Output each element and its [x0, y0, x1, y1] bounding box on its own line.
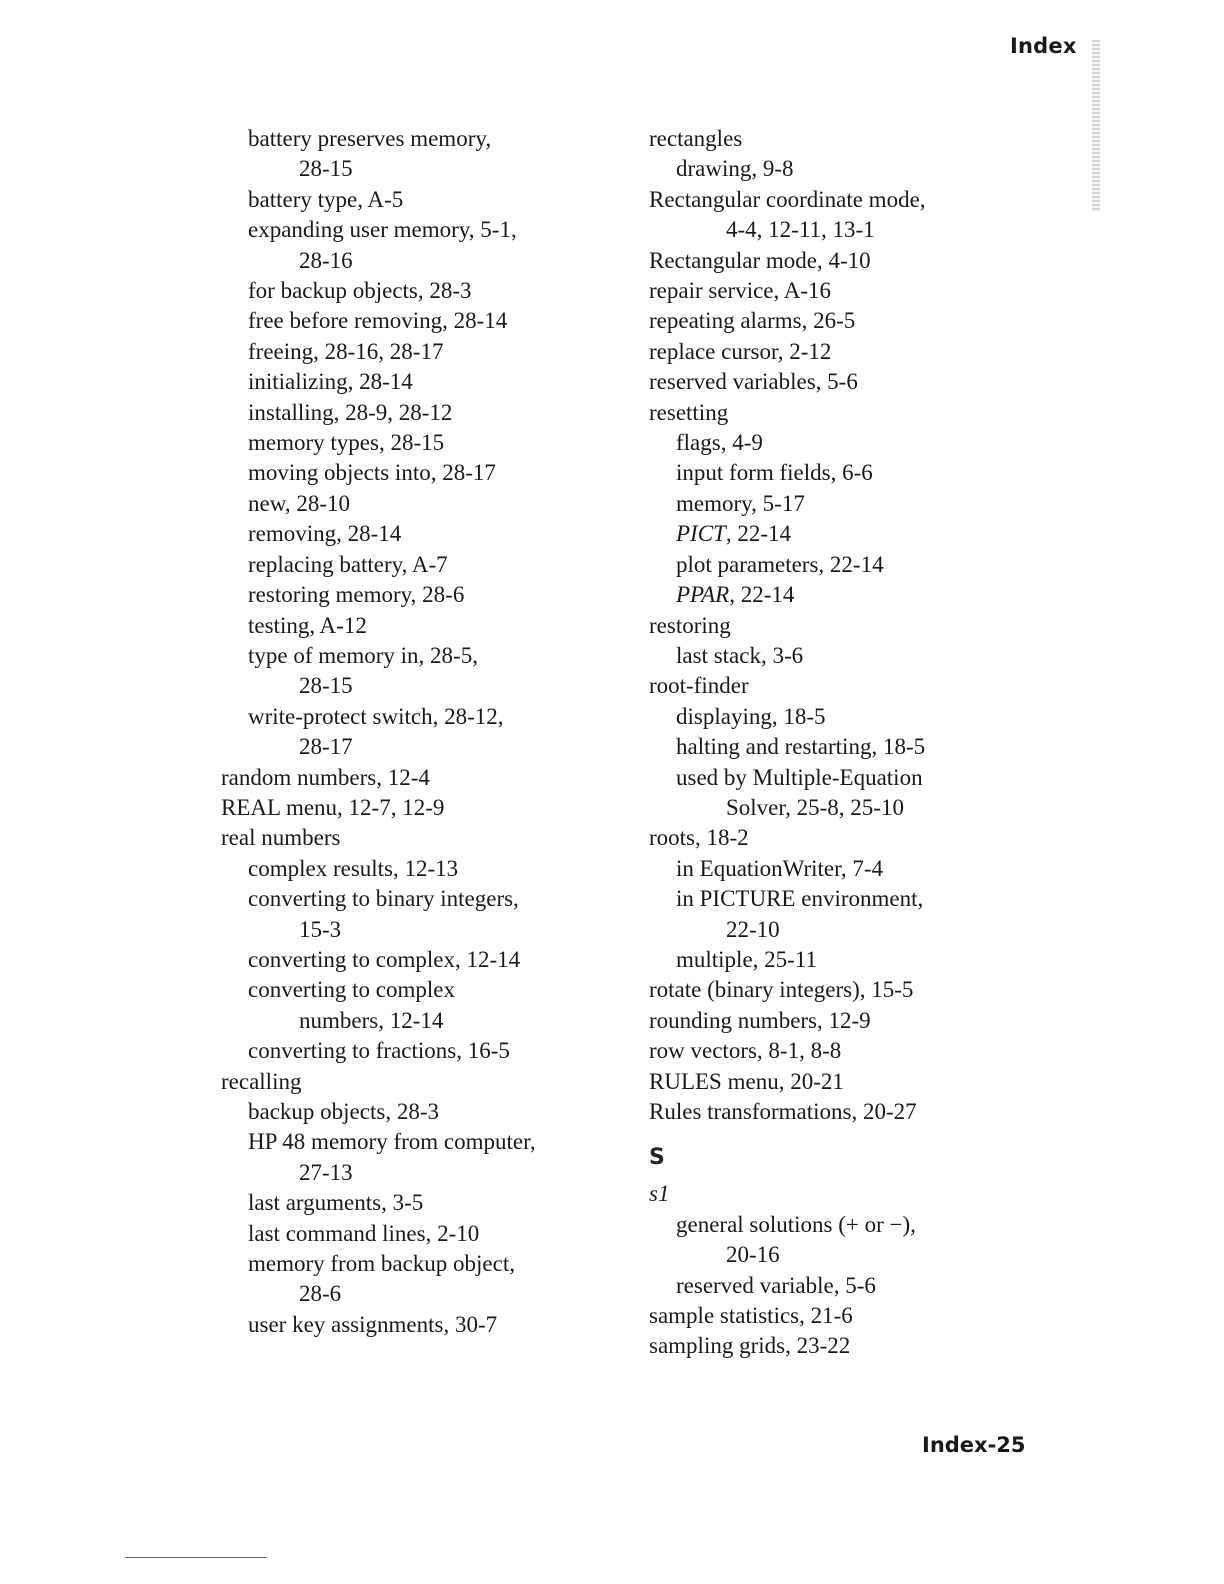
- index-entry: used by Multiple-Equation: [676, 764, 923, 790]
- index-entry: user key assignments, 30-7: [248, 1311, 498, 1337]
- index-entry: converting to fractions, 16-5: [248, 1038, 510, 1064]
- index-entry: general solutions (+ or −),: [676, 1211, 916, 1237]
- index-entry: roots, 18-2: [649, 825, 749, 851]
- index-entry: type of memory in, 28-5,: [248, 642, 478, 668]
- index-entry: rectangles: [649, 126, 743, 151]
- index-column-left: [221, 124, 621, 1340]
- index-entry: HP 48 memory from computer,: [248, 1129, 536, 1155]
- index-entry: real numbers: [221, 825, 341, 851]
- index-entry: rotate (binary integers), 15-5: [649, 977, 914, 1003]
- index-entry: testing, A-12: [248, 612, 367, 638]
- index-entry: expanding user memory, 5-1,: [248, 217, 517, 243]
- section-heading: S: [649, 1145, 665, 1171]
- index-entry: free before removing, 28-14: [248, 308, 508, 334]
- index-entry: plot parameters, 22-14: [676, 551, 884, 577]
- index-entry-text: , 22-14: [729, 582, 795, 608]
- index-entry: 28-6: [299, 1281, 342, 1307]
- index-entry: recalling: [221, 1068, 302, 1094]
- index-entry: moving objects into, 28-17: [248, 460, 496, 486]
- index-entry: 15-3: [299, 916, 342, 942]
- index-entry: reserved variable, 5-6: [676, 1272, 876, 1298]
- footer-rule: [125, 1557, 267, 1558]
- index-entry: 28-17: [299, 734, 353, 760]
- index-entry: battery type, A-5: [248, 186, 404, 212]
- index-entry: in EquationWriter, 7-4: [676, 855, 884, 881]
- index-entry: multiple, 25-11: [676, 946, 817, 972]
- index-entry: repair service, A-16: [649, 278, 832, 304]
- index-entry: Rules transformations, 20-27: [649, 1099, 917, 1124]
- index-entry: memory types, 28-15: [248, 430, 445, 456]
- index-entry: new, 28-10: [248, 490, 350, 516]
- index-entry: replace cursor, 2-12: [649, 338, 832, 364]
- index-entry: 20-16: [726, 1242, 780, 1268]
- index-entry: restoring: [649, 612, 731, 638]
- index-entry: sample statistics, 21-6: [649, 1303, 853, 1329]
- index-entry: installing, 28-9, 28-12: [248, 399, 453, 425]
- index-entry: battery preserves memory,: [248, 126, 492, 151]
- index-entry: input form fields, 6-6: [676, 460, 873, 486]
- index-term-italic: PICT: [676, 521, 726, 547]
- index-entry: in PICTURE environment,: [676, 886, 924, 912]
- index-entry: 28-16: [299, 247, 353, 273]
- index-entry: write-protect switch, 28-12,: [248, 703, 504, 729]
- index-entry: sampling grids, 23-22: [649, 1333, 851, 1359]
- index-entry: freeing, 28-16, 28-17: [248, 338, 444, 364]
- index-entry: 28-15: [299, 156, 353, 182]
- index-entry: [649, 519, 1069, 549]
- index-term-italic: s1: [649, 1181, 670, 1207]
- index-term-italic: PPAR: [676, 582, 730, 608]
- index-entry: Rectangular mode, 4-10: [649, 247, 871, 273]
- index-entry: RULES menu, 20-21: [649, 1068, 844, 1094]
- index-entry: complex results, 12-13: [248, 855, 459, 881]
- index-entry: memory, 5-17: [676, 490, 805, 516]
- index-entry: replacing battery, A-7: [248, 551, 448, 577]
- page-number: Index-25: [922, 1433, 1026, 1457]
- index-entry-text: , 22-14: [725, 521, 792, 547]
- index-entry: root-finder: [649, 673, 749, 699]
- index-entry: for backup objects, 28-3: [248, 278, 472, 304]
- index-column-right: [649, 124, 1069, 1362]
- index-entry: Solver, 25-8, 25-10: [726, 794, 904, 820]
- index-entry: rounding numbers, 12-9: [649, 1007, 871, 1033]
- index-entry: converting to complex: [248, 977, 455, 1003]
- index-entry: memory from backup object,: [248, 1251, 515, 1277]
- index-entry: converting to binary integers,: [248, 886, 519, 912]
- index-entry: displaying, 18-5: [676, 703, 826, 729]
- index-entry: backup objects, 28-3: [248, 1099, 439, 1124]
- index-entry: random numbers, 12-4: [221, 764, 430, 790]
- index-entry: restoring memory, 28-6: [248, 582, 465, 608]
- thumb-index-tab: [1092, 40, 1100, 212]
- index-entry: initializing, 28-14: [248, 369, 413, 395]
- index-entry: last stack, 3-6: [676, 642, 804, 668]
- index-entry: resetting: [649, 399, 729, 425]
- index-entry: reserved variables, 5-6: [649, 369, 858, 395]
- index-entry: flags, 4-9: [676, 430, 763, 456]
- index-entry: 4-4, 12-11, 13-1: [726, 217, 875, 243]
- index-entry: repeating alarms, 26-5: [649, 308, 856, 334]
- index-entry: 22-10: [726, 916, 780, 942]
- index-entry: halting and restarting, 18-5: [676, 734, 926, 760]
- index-entry: row vectors, 8-1, 8-8: [649, 1038, 842, 1064]
- index-entry: 28-15: [299, 673, 353, 699]
- index-entry: 27-13: [299, 1159, 353, 1185]
- index-entry: last command lines, 2-10: [248, 1220, 480, 1246]
- index-entry: removing, 28-14: [248, 521, 402, 547]
- index-entry: [649, 580, 1069, 610]
- index-entry: drawing, 9-8: [676, 156, 794, 182]
- index-entry: [649, 1179, 1069, 1209]
- index-entry: last arguments, 3-5: [248, 1190, 424, 1216]
- index-entry: numbers, 12-14: [299, 1007, 444, 1033]
- running-head: Index: [1010, 34, 1077, 58]
- index-entry: converting to complex, 12-14: [248, 946, 521, 972]
- index-entry: Rectangular coordinate mode,: [649, 186, 926, 212]
- index-entry: REAL menu, 12-7, 12-9: [221, 794, 445, 820]
